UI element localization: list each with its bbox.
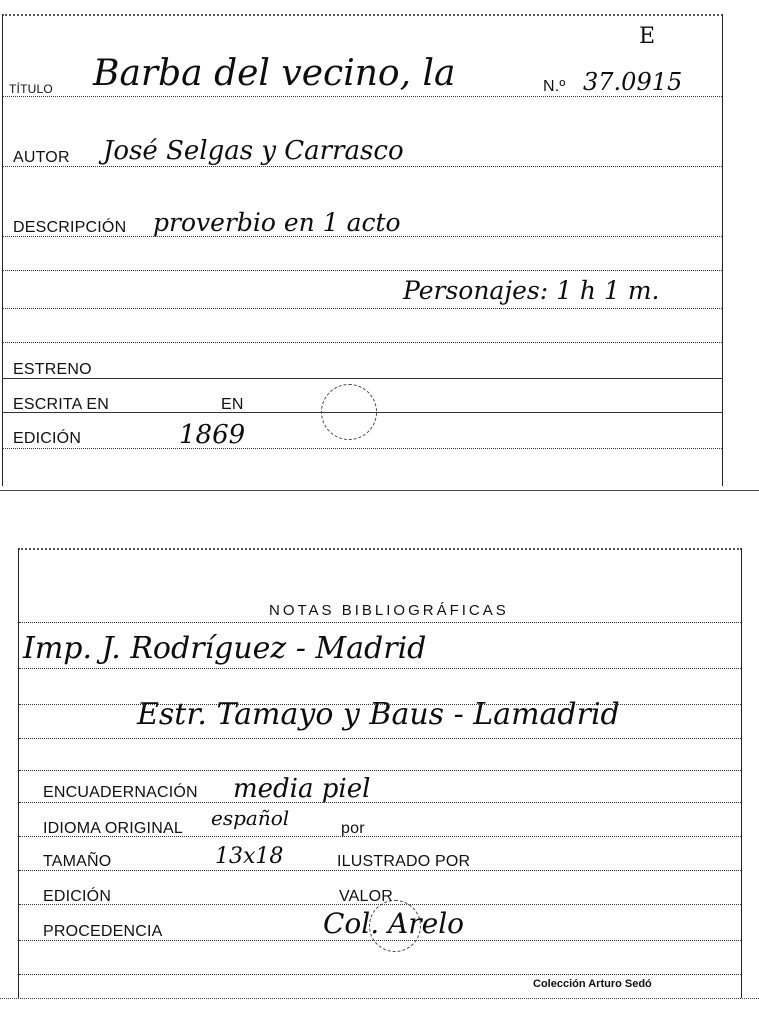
titulo-label: TÍTULO	[9, 82, 53, 96]
idioma-value: español	[211, 806, 290, 830]
descripcion-label: DESCRIPCIÓN	[13, 219, 127, 236]
personajes-value: Personajes: 1 h 1 m.	[403, 276, 660, 305]
numero-label: N.º	[543, 78, 566, 95]
escrita-en-label: ESCRITA EN	[13, 396, 109, 413]
idioma-label: IDIOMA ORIGINAL	[43, 820, 183, 837]
autor-value: José Selgas y Carrasco	[103, 136, 404, 166]
tamano-label: TAMAÑO	[43, 853, 112, 870]
procedencia-label: PROCEDENCIA	[43, 923, 163, 940]
encuadernacion-label: ENCUADERNACIÓN	[43, 784, 198, 801]
valor-label: VALOR	[339, 888, 394, 905]
notes-line-1: Imp. J. Rodríguez - Madrid	[23, 631, 427, 666]
en-label: EN	[221, 396, 244, 413]
catalog-card-back	[18, 548, 742, 998]
edicion2-label: EDICIÓN	[43, 888, 112, 905]
titulo-value: Barba del vecino, la	[93, 53, 456, 94]
edicion-label: EDICIÓN	[13, 430, 82, 447]
estreno-label: ESTRENO	[13, 361, 92, 378]
procedencia-value: Col. Arelo	[323, 907, 465, 940]
edicion-value: 1869	[179, 420, 246, 450]
notas-heading: NOTAS BIBLIOGRÁFICAS	[269, 602, 509, 619]
corner-mark: E	[639, 24, 656, 49]
punch-hole	[369, 900, 421, 952]
descripcion-value: proverbio en 1 acto	[153, 208, 401, 237]
encuadernacion-value: media piel	[233, 774, 371, 804]
ilustrado-label: ILUSTRADO POR	[337, 853, 471, 870]
punch-hole	[321, 384, 377, 440]
collection-credit: Colección Arturo Sedó	[533, 978, 652, 990]
numero-value: 37.0915	[583, 68, 683, 96]
autor-label: AUTOR	[13, 149, 70, 166]
catalog-card-front	[2, 14, 723, 486]
por-label: por	[341, 820, 365, 837]
notes-line-2: Estr. Tamayo y Baus - Lamadrid	[137, 697, 620, 732]
tamano-value: 13x18	[215, 844, 284, 869]
